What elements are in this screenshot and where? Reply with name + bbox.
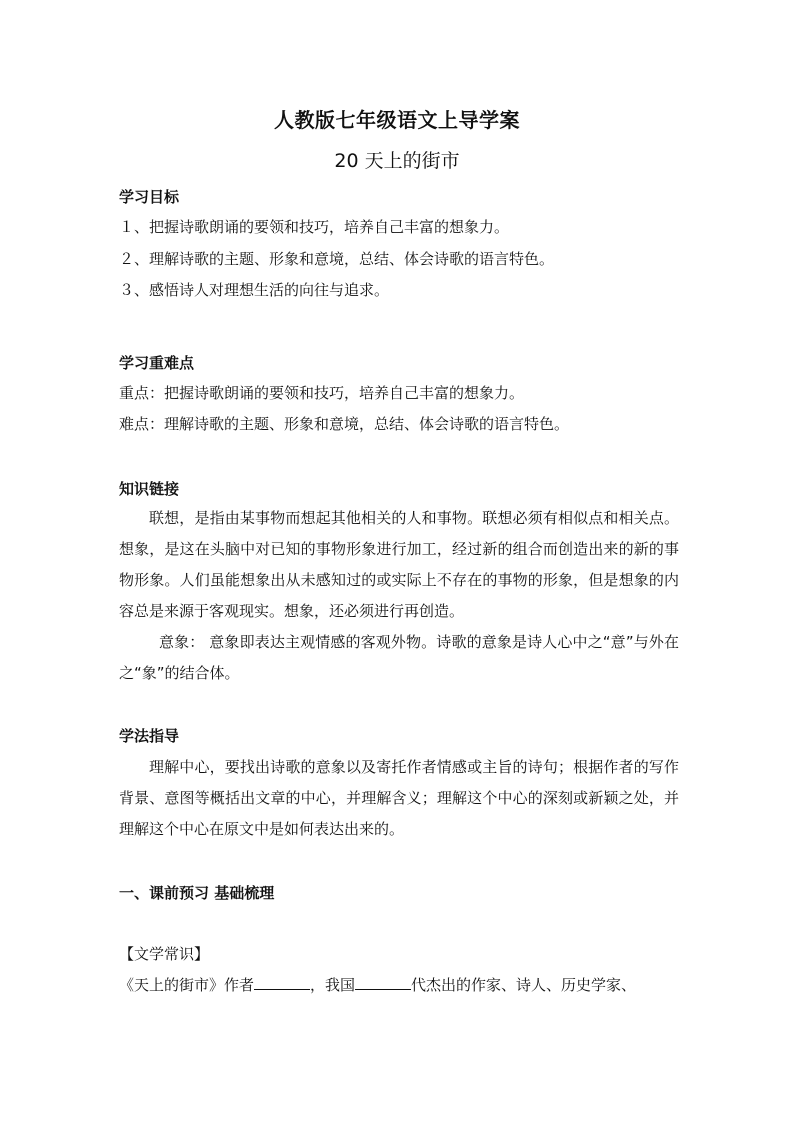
document-title: 人教版七年级语文上导学案 (274, 108, 520, 132)
method-heading: 学法指导 (119, 727, 180, 745)
method-body (119, 752, 679, 845)
objective-item-1: １、把握诗歌朗诵的要领和技巧，培养自己丰富的想象力。 (119, 218, 510, 236)
line-text-roles: 代杰出的作家、诗人、历史学家、 (411, 976, 637, 994)
method-paragraph: 理解中心，要找出诗歌的意象以及寄托作者情感或主旨的诗句；根据作者的写作背景、意图等概括出文章的中心，并理解含义；理解这个中心的深刻或新颖之处，并理解这个中心在原文中是如何表达出来的。 (119, 758, 679, 838)
author-blank[interactable] (254, 975, 310, 990)
knowledge-heading: 知识链接 (119, 480, 180, 498)
knowledge-body (119, 503, 679, 689)
objective-item-3: ３、感悟诗人对理想生活的向往与追求。 (119, 281, 390, 299)
objectives-heading: 学习目标 (119, 188, 180, 206)
literary-knowledge-line (119, 974, 636, 995)
line-text-country: ，我国 (310, 976, 356, 994)
line-text-author: 《天上的街市》作者 (119, 976, 255, 994)
literary-knowledge-section: 【文学常识】 (119, 945, 210, 963)
objective-item-2: ２、理解诗歌的主题、形象和意境，总结、体会诗歌的语言特色。 (119, 250, 555, 268)
keypoints-difficulty: 难点：理解诗歌的主题、形象和意境，总结、体会诗歌的语言特色。 (119, 415, 570, 433)
document-subtitle: 20 天上的街市 (334, 150, 460, 172)
keypoints-focus: 重点：把握诗歌朗诵的要领和技巧，培养自己丰富的想象力。 (119, 384, 525, 402)
keypoints-heading: 学习重难点 (119, 354, 195, 372)
era-blank[interactable] (355, 975, 411, 990)
knowledge-paragraph-association: 联想，是指由某事物而想起其他相关的人和事物。联想必须有相似点和相关点。 想象，是这在头脑中对已知的事物形象进行加工，经过新的组合而创造出来的新的事物形象。人们虽能想象出从未感知过的或实际上不存在的事物的形象，但是想象的内容总是来源于客观现实。想象，还必须进行再创造。 (119, 509, 679, 620)
knowledge-paragraph-imagery: 意象： 意象即表达主观情感的客观外物。诗歌的意象是诗人心中之“意”与外在之“象”的结合体。 (119, 633, 679, 682)
preview-heading: 一、课前预习 基础梳理 (119, 884, 275, 902)
